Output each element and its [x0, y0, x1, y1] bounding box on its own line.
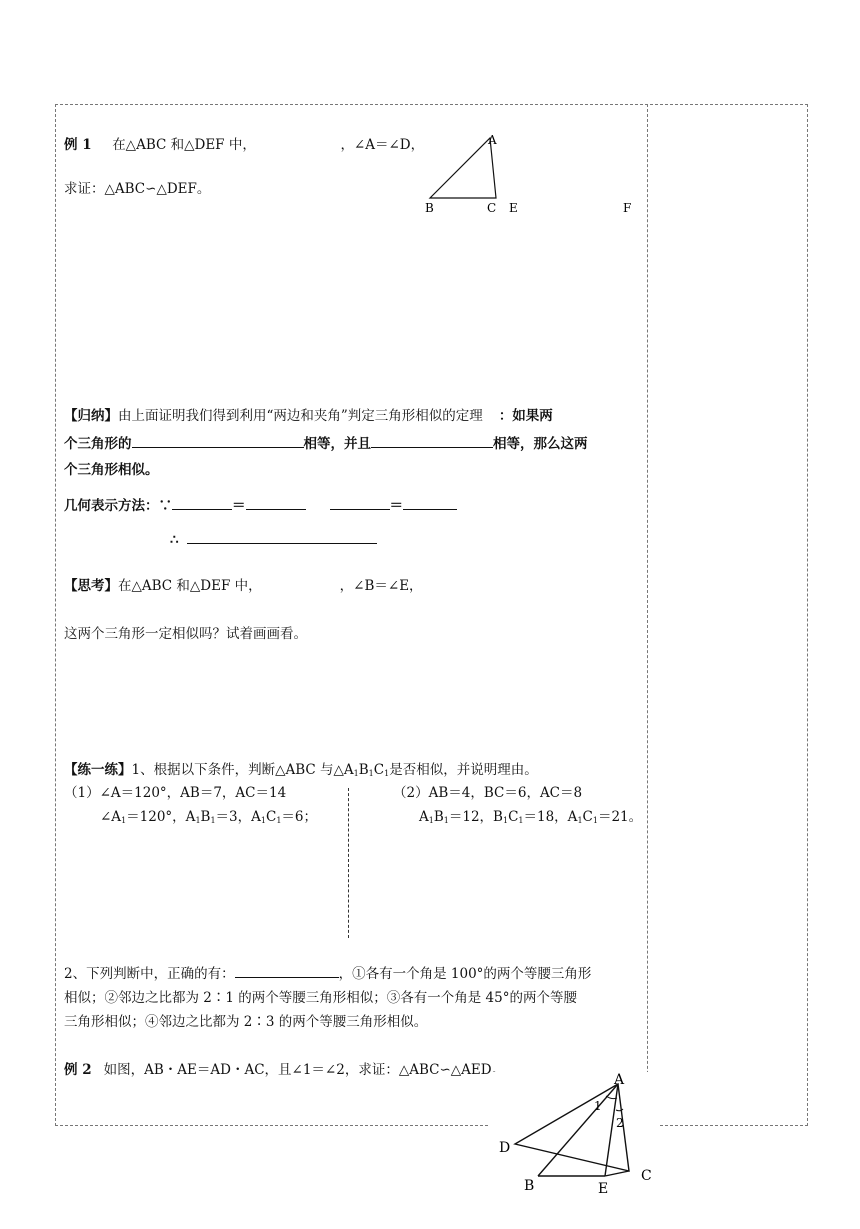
sub: 1	[276, 816, 282, 825]
geo-therefore-line	[170, 528, 377, 548]
problem2-line2	[419, 805, 642, 825]
guina-text-b: ：如果两	[498, 408, 553, 424]
q2-blank[interactable]	[235, 962, 339, 978]
guina-line2-b: 相等，并且	[303, 436, 371, 452]
p2-c: ＝12，B	[448, 809, 503, 825]
example2-line	[64, 1058, 505, 1078]
p1-angle: ∠A	[100, 809, 122, 825]
sikao-question: 这两个三角形一定相似吗？试着画画看。	[64, 626, 307, 642]
sikao-text-b: ，∠B＝∠E，	[339, 578, 423, 594]
geo-therefore: ∴	[170, 532, 179, 548]
p2-f: C	[582, 809, 593, 825]
example2-text: 如图，AB・AE＝AD・AC，且∠1＝∠2，求证：△ABC∽△AED。	[103, 1062, 506, 1078]
ex2-label-D: D	[499, 1140, 511, 1156]
example1-line	[64, 133, 424, 153]
ex2-label-E: E	[598, 1181, 609, 1197]
q2-line3: 三角形相似；④邻边之比都为 2∶3 的两个等腰三角形相似。	[64, 1014, 428, 1030]
geo-label: 几何表示方法：∵	[64, 498, 172, 514]
sub: 1	[443, 816, 449, 825]
q2-line1-b: ，①各有一个角是 100°的两个等腰三角形	[338, 966, 592, 982]
p1-b: B	[200, 809, 211, 825]
p2-e: ＝18，A	[523, 809, 578, 825]
problem2-line1: （2）AB＝4，BC＝6，AC＝8	[393, 785, 583, 801]
q2-line1-a: 2、下列判断中，正确的有：	[64, 966, 235, 982]
problem1-line2	[100, 805, 317, 825]
ex2-label-C: C	[641, 1168, 652, 1184]
geo-eq1: ＝	[232, 498, 246, 514]
sub: 1	[592, 816, 598, 825]
p1-c: ＝3，A	[215, 809, 261, 825]
guina-label: 【归纳】	[64, 408, 118, 424]
guina-line2-a: 个三角形的	[64, 436, 132, 452]
ex2-label-B: B	[524, 1178, 535, 1194]
example2-figure	[490, 1072, 660, 1198]
ex1-label-A: A	[488, 133, 497, 147]
p2-d: C	[508, 809, 519, 825]
blank-1[interactable]	[132, 432, 304, 448]
ex2-label-2: 2	[616, 1116, 624, 1130]
sub: 1	[195, 816, 201, 825]
guina-line3: 个三角形相似。	[64, 462, 159, 478]
example2-label: 例 2	[64, 1062, 92, 1078]
sub: 1	[210, 816, 216, 825]
sub-3: 1	[384, 769, 390, 778]
lianxi-intro-a: 1、根据以下条件，判断△ABC 与△A	[131, 762, 354, 778]
lianxi-label: 【练一练】	[64, 762, 132, 778]
p2-a: A	[419, 809, 429, 825]
lianxi-intro-d: 是否相似，并说明理由。	[389, 762, 538, 778]
sub: 1	[260, 816, 266, 825]
example1-condition-b: ，∠A＝∠D，	[340, 137, 425, 153]
geo-blank-2[interactable]	[246, 494, 306, 510]
sub: 1	[502, 816, 509, 825]
p2-g: ＝21。	[597, 809, 643, 825]
ex1-label-B: B	[425, 201, 434, 215]
sikao-label: 【思考】	[64, 578, 118, 594]
q2-line2: 相似；②邻边之比都为 2∶1 的两个等腰三角形相似；③各有一个角是 45°的两个等腰	[64, 990, 577, 1006]
problem1-line1: （1）∠A＝120°，AB＝7，AC＝14	[64, 785, 287, 801]
example1-prove: 求证：△ABC∽△DEF。	[64, 181, 211, 197]
sikao-line	[64, 574, 423, 594]
geo-line	[64, 494, 457, 514]
sub: 1	[428, 816, 434, 825]
ex1-label-C: C	[487, 201, 497, 215]
sub-1: 1	[353, 769, 359, 778]
ex2-label-1: 1	[594, 1099, 602, 1113]
guina-text-a: 由上面证明我们得到利用“两边和夹角”判定三角形相似的定理	[118, 408, 483, 424]
geo-blank-4[interactable]	[403, 494, 457, 510]
p1-rest: ＝120°，A	[126, 809, 196, 825]
ex1-label-E: E	[509, 201, 518, 215]
q2-line1	[64, 962, 591, 982]
blank-2[interactable]	[371, 432, 493, 448]
lianxi-intro-b: B	[358, 762, 369, 778]
ex2-label-A: A	[614, 1072, 625, 1088]
lianxi-intro	[64, 758, 538, 778]
geo-blank-5[interactable]	[187, 528, 377, 544]
p2-b: B	[433, 809, 444, 825]
guina-line1	[64, 404, 553, 424]
geo-blank-3[interactable]	[330, 494, 390, 510]
problems-divider	[348, 788, 349, 938]
guina-line2	[64, 432, 588, 452]
sub: 1	[518, 816, 524, 825]
example1-condition-a: 在△ABC 和△DEF 中，	[112, 137, 256, 153]
p1-d: C	[265, 809, 277, 825]
sikao-text-a: 在△ABC 和△DEF 中，	[118, 578, 262, 594]
example1-figure	[420, 128, 640, 220]
sub: 1	[121, 816, 127, 825]
geo-blank-1[interactable]	[172, 494, 232, 510]
guina-line2-c: 相等，那么这两	[493, 436, 588, 452]
sub: 1	[577, 816, 583, 825]
ex1-label-F: F	[623, 201, 632, 215]
geo-eq2: ＝	[389, 498, 403, 514]
p1-e: ＝6；	[281, 809, 318, 825]
example1-label: 例 1	[64, 137, 92, 153]
lianxi-intro-c: C	[373, 762, 385, 778]
sub-2: 1	[368, 769, 374, 778]
side-column-divider	[647, 104, 648, 1124]
